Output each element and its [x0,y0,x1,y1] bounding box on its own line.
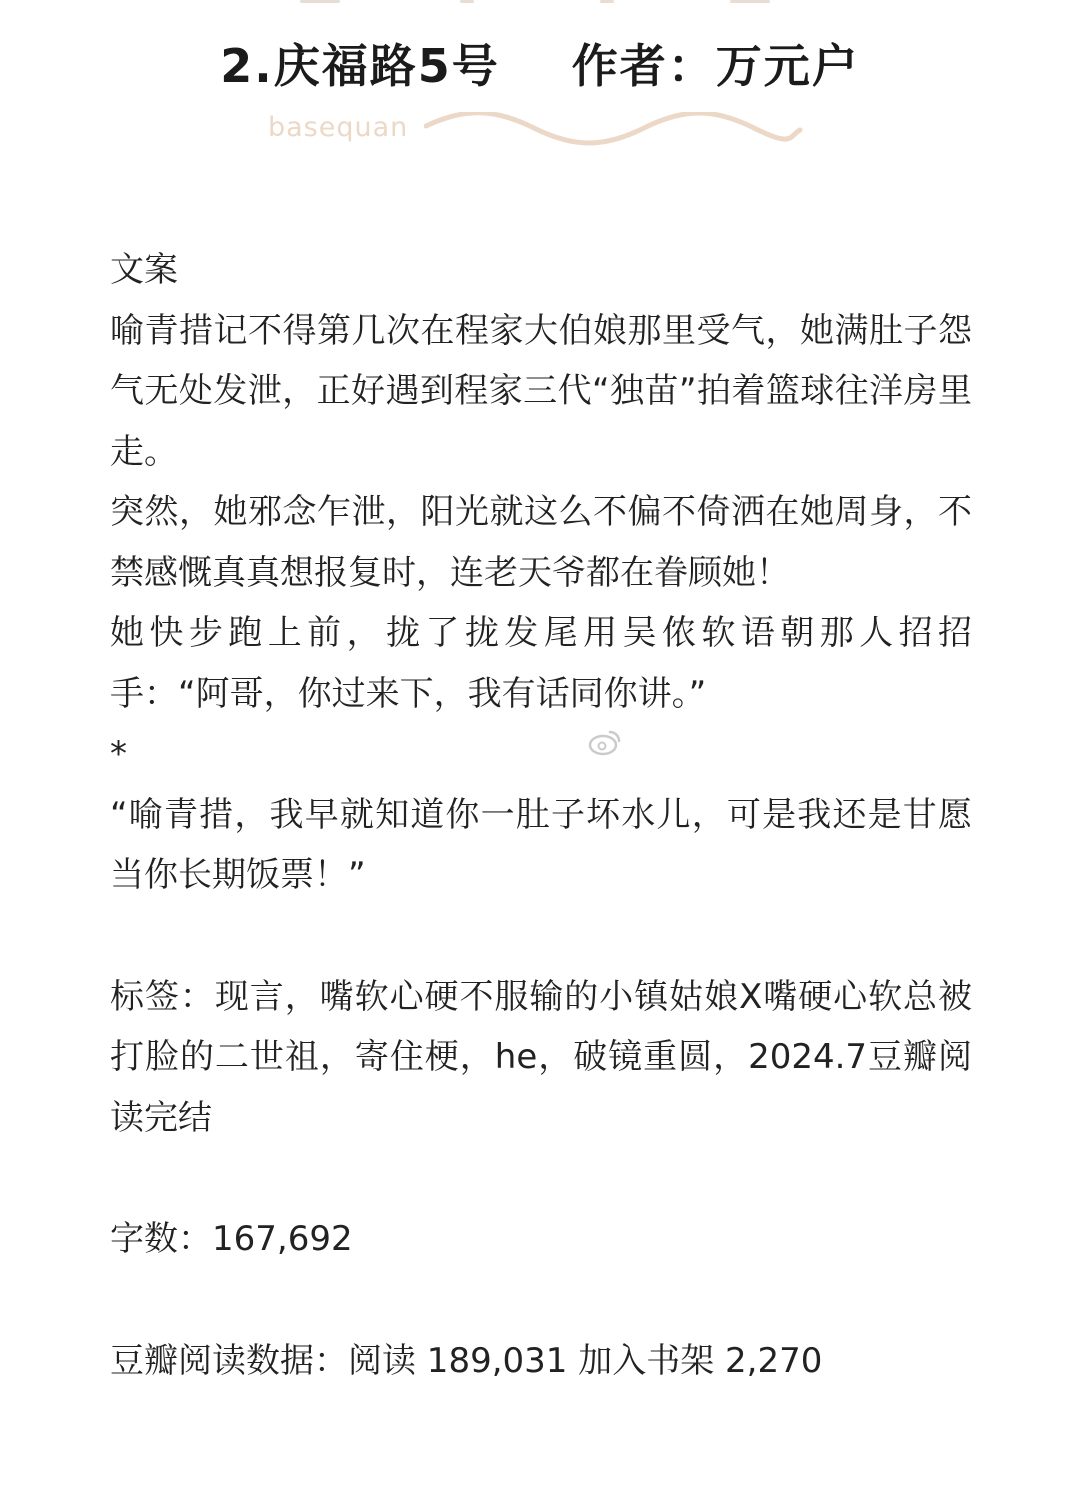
wave-divider-icon [424,112,804,148]
blurb-paragraph: 突然，她邪念乍泄，阳光就这么不偏不倚洒在她周身，不禁感慨真真想报复时，连老天爷都在眷顾她！ [110,492,972,593]
brand-watermark: basequan [268,112,409,143]
section-label: 文案 [110,250,178,290]
douban-stats: 豆瓣阅读数据：阅读 189,031 加入书架 2,270 [110,1340,823,1381]
quote-paragraph: “喻青措，我早就知道你一肚子坏水儿，可是我还是甘愿当你长期饭票！” [110,794,972,895]
blurb-paragraph: 喻青措记不得第几次在程家大伯娘那里受气，她满肚子怨气无处发泄，正好遇到程家三代“独苗”拍着篮球往洋房里走。 [110,310,972,472]
blurb-content [110,240,972,1391]
page-title: 2.庆福路5号 作者：万元户 [220,39,860,93]
word-count: 字数：167,692 [110,1219,353,1259]
weibo-watermark-icon [588,728,622,756]
tags: 标签：现言，嘴软心硬不服输的小镇姑娘X嘴硬心软总被打脸的二世祖，寄住梗，he，破镜重圆，2024.7豆瓣阅读完结 [110,976,972,1138]
blurb-paragraph: 她快步跑上前，拢了拢发尾用吴侬软语朝那人招招手：“阿哥，你过来下，我有话同你讲。” [110,613,972,714]
separator: * [110,734,127,774]
top-edge-marks [0,0,1080,8]
